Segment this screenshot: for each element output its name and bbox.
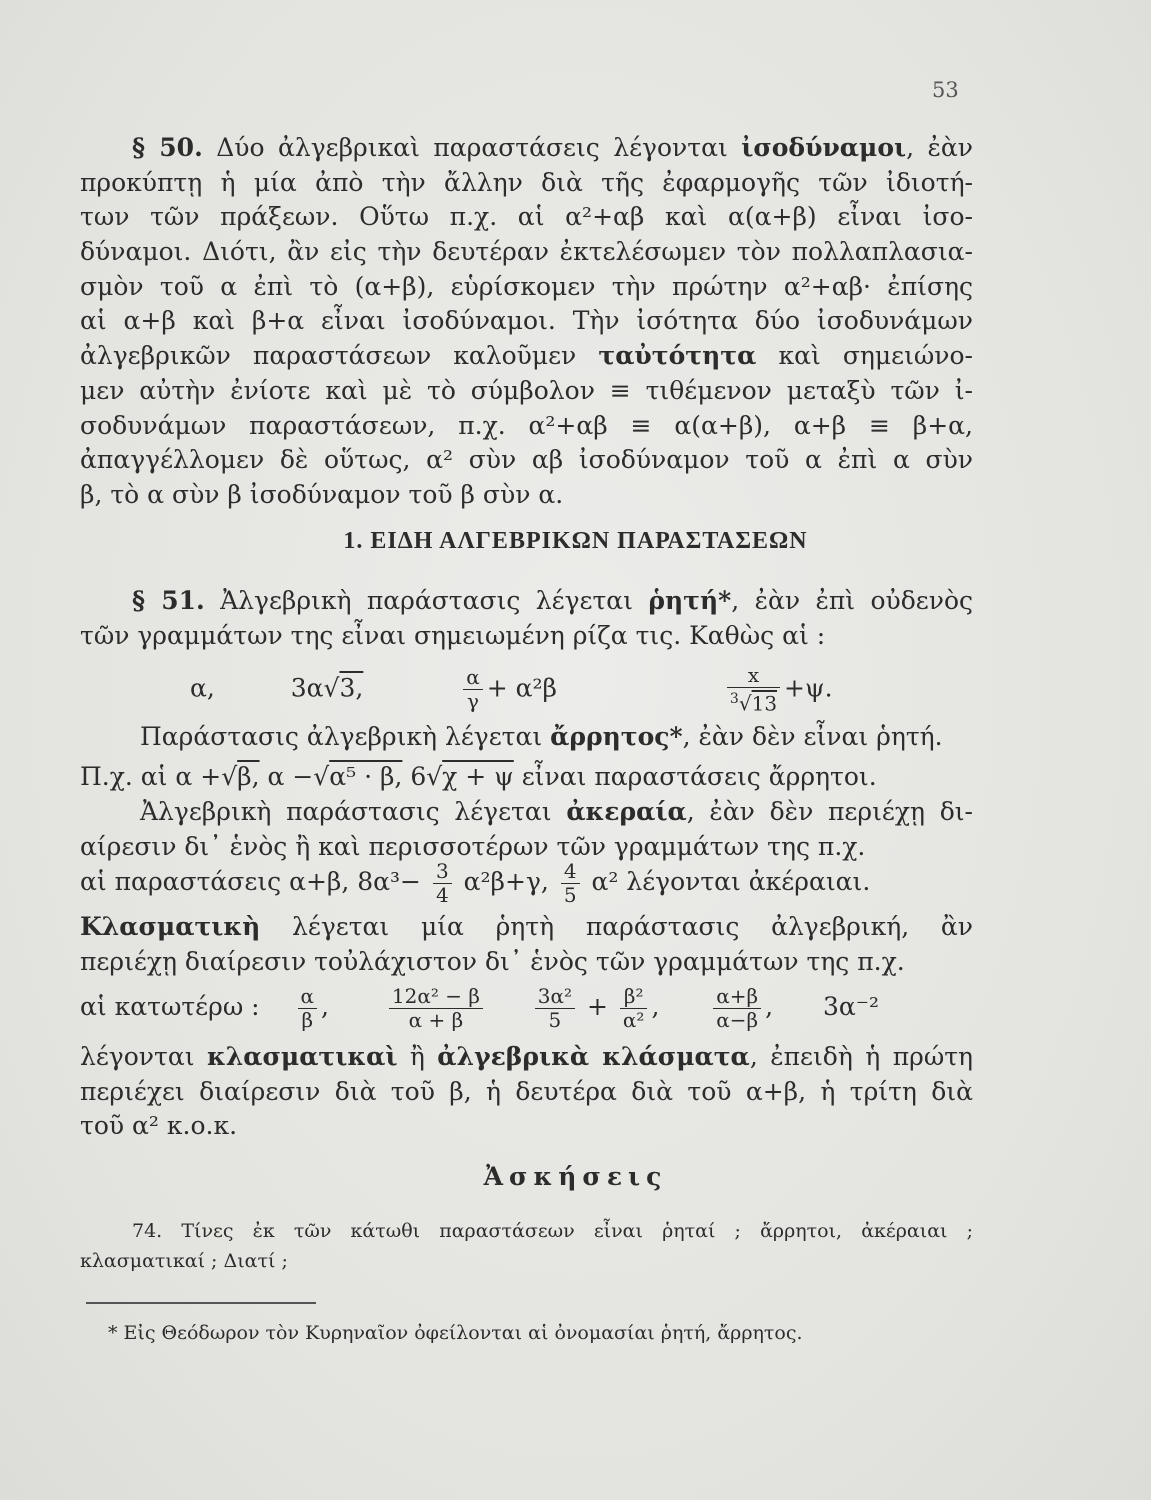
sec50-line-4: δύναμοι. Διότι, ἂν εἰς τὴν δευτέραν ἐκτελέσωμεν τὸν πολλαπλασια- <box>80 237 973 267</box>
sec50-line-7: ἀλγεβρικῶν παραστάσεων καλοῦμεν ταὐτότητα καὶ σημειώνο- <box>80 341 973 371</box>
sec51-line-2: τῶν γραμμάτων της εἶναι σημειωμένη ρίζα τις. Καθὼς αἱ : <box>80 620 826 650</box>
section-51-intro <box>80 584 973 653</box>
page-number: 53 <box>932 78 959 102</box>
exercise-74: 74. Τίνες ἐκ τῶν κάτωθι παραστάσεων εἶναι ῥηταί ; ἄρρητοι, ἀκέραιαι ; κλασματικαί ; Διατί ; <box>80 1220 973 1272</box>
fractional-definition: Κλασματικὴ λέγεται μία ῥητὴ παράστασις ἀλγεβρική, ἂν περιέχῃ διαίρεσιν τοὐλάχιστον δι᾽ ἑνὸς τῶν γραμμάτων της π.χ. <box>80 912 973 976</box>
sec50-line-6: αἱ α+β καὶ β+α εἶναι ἰσοδύναμοι. Τὴν ἰσότητα δύο ἰσοδυνάμων <box>80 306 973 336</box>
sec50-line-5: σμὸν τοῦ α ἐπὶ τὸ (α+β), εὑρίσκομεν τὴν πρώτην α²+αβ· ἐπίσης <box>80 271 973 301</box>
irrational-definition: Παράστασις ἀλγεβρικὴ λέγεται ἄρρητος*, ἐὰν δὲν εἶναι ῥητή. <box>140 722 943 751</box>
integer-definition: Ἀλγεβρικὴ παράστασις λέγεται ἀκεραία, ἐὰν δὲν περιέχῃ δι- αίρεσιν δι᾽ ἑνὸς ἢ καὶ περισσοτέρων τῶν γραμμάτων της π.χ. <box>80 797 974 861</box>
sec50-line-9: σοδυνάμων παραστάσεων, π.χ. α²+αβ ≡ α(α+β), α+β ≡ β+α, <box>80 410 973 440</box>
rational-examples: α, 3α√3, $\frac{\alpha}{\gamma}$ + α²β $\frac{x}{^3√13}$ +ψ. <box>190 663 833 716</box>
sec50-line-1: § 50. Δύο ἀλγεβρικαὶ παραστάσεις λέγονται ἰσοδύναμοι, ἐὰν <box>132 133 974 162</box>
sec50-line-8: μεν αὐτὴν ἐνίοτε καὶ μὲ τὸ σύμβολον ≡ τιθέμενον μεταξὺ τῶν ἰ- <box>80 375 973 405</box>
example-3a-root3: 3α√3, <box>290 673 364 703</box>
example-a: α, <box>190 673 215 703</box>
fraction-a-over-g: $\frac{\alpha}{\gamma}$ <box>463 666 483 713</box>
sec50-line-10: ἀπαγγέλλομεν δὲ οὕτως, α² σὺν αβ ἰσοδύναμον τοῦ α ἐπὶ α σὺν <box>80 445 973 475</box>
fraction-x-over-cuberoot13: $\frac{x}{^3√13}$ <box>727 664 780 716</box>
sec50-line-11: β, τὸ α σὺν β ἰσοδύναμον τοῦ β σὺν α. <box>80 479 564 509</box>
sec50-line-3: των τῶν πράξεων. Οὕτω π.χ. αἱ α²+αβ καὶ α(α+β) εἶναι ἰσο- <box>80 202 973 232</box>
chapter-heading: 1. ΕΙΔΗ ΑΛΓΕΒΡΙΚΩΝ ΠΑΡΑΣΤΑΣΕΩΝ <box>343 528 808 554</box>
footnote: * Εἰς Θεόδωρον τὸν Κυρηναῖον ὀφείλονται αἱ ὀνομασίαι ῥητή, ἄρρητος. <box>108 1322 803 1344</box>
fraction-4-5: $\frac{4}{5}$ <box>561 860 580 907</box>
sec50-line-2: προκύπτῃ ἡ μία ἀπὸ τὴν ἄλλην διὰ τῆς ἐφαρμογῆς τῶν ἰδιοτή- <box>80 167 973 197</box>
fraction-3-4: $\frac{3}{4}$ <box>433 860 452 907</box>
section-50 <box>80 131 973 513</box>
footnote-divider <box>86 1302 316 1304</box>
fractional-examples: αἱ κατωτέρω : $\frac{\alpha}{\beta}$ , $\frac{\text{12α² − β}}{\alpha + \beta}$ $\frac{\text{3α²}}{5}$ + $\frac{\text{β²}}{\text{α²}}$ , $\frac{\alpha+\beta}{\alpha-\beta}$ , 3α⁻² <box>80 984 879 1032</box>
exercises-title: Ἀσκήσεις <box>483 1162 668 1191</box>
integer-examples: αἱ παραστάσεις α+β, 8α³− $\frac{3}{4}$ α²β+γ, $\frac{4}{5}$ α² λέγονται ἀκέραιαι. <box>80 859 871 907</box>
irrational-examples: Π.χ. αἱ α +√β, α −√α⁵ · β, 6√χ + ψ εἶναι παραστάσεις ἄρρητοι. <box>80 762 877 791</box>
sec51-line-1: § 51. Ἀλγεβρικὴ παράστασις λέγεται ῥητή*, ἐὰν ἐπὶ οὐδενὸς <box>132 586 974 615</box>
fractional-conclusion: λέγονται κλασματικαὶ ἢ ἀλγεβρικὰ κλάσματα, ἐπειδὴ ἡ πρώτη περιέχει διαίρεσιν διὰ τοῦ β, ἡ δευτέρα διὰ τοῦ α+β, ἡ τρίτη διὰ τοῦ α² κ.ο.κ. <box>80 1042 974 1141</box>
